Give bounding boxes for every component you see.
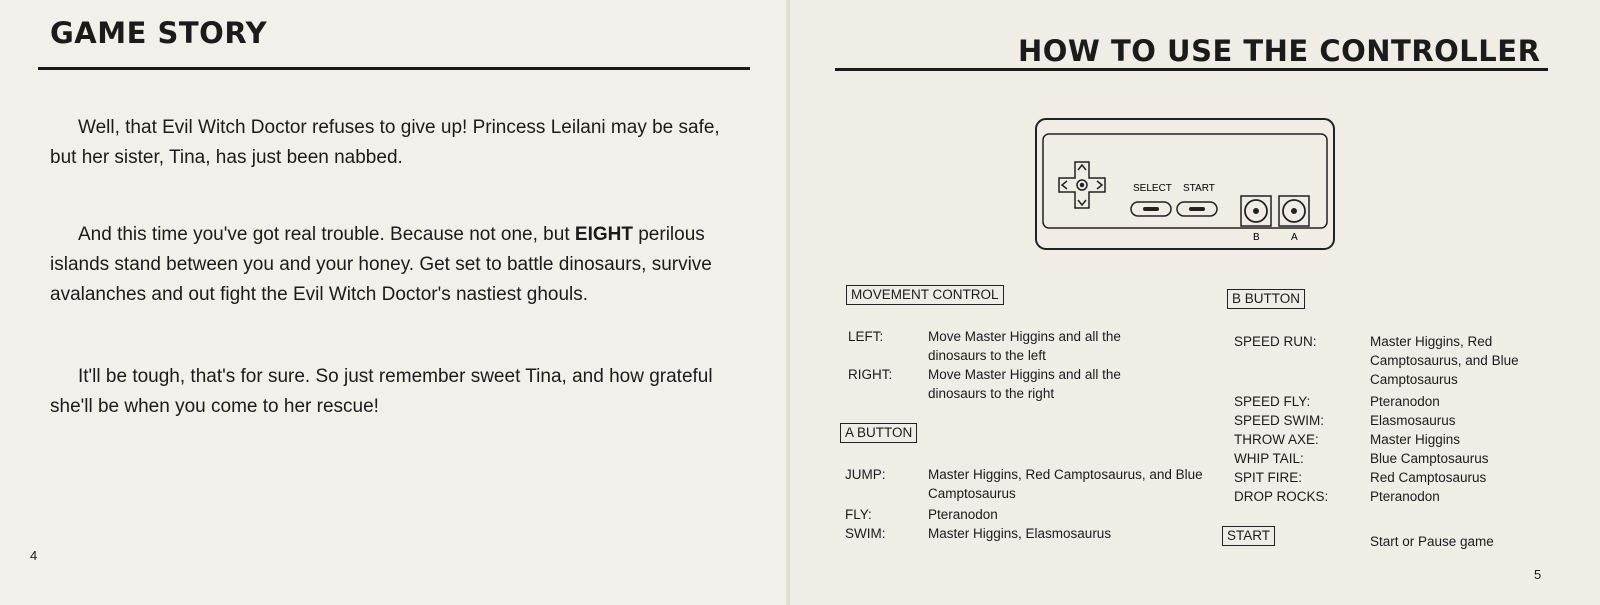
b-row-desc: Blue Camptosaurus xyxy=(1370,451,1489,466)
b-row-key: SPIT FIRE: xyxy=(1234,470,1303,485)
b-row-desc: Red Camptosaurus xyxy=(1370,470,1487,485)
story-paragraph-1 xyxy=(50,113,720,173)
start-label-box: START xyxy=(1222,526,1275,546)
controller-diagram xyxy=(1035,118,1335,250)
right-key: RIGHT: xyxy=(848,367,893,382)
b-row-key: WHIP TAIL: xyxy=(1234,451,1304,466)
story-paragraph-1-text: Well, that Evil Witch Doctor refuses to give up! Princess Leilani may be safe, but her sister, Tina, has just been nabbed. xyxy=(50,117,720,168)
jump-key: JUMP: xyxy=(845,467,886,482)
jump-desc: Master Higgins, Red Camptosaurus, and Blue Camptosaurus xyxy=(928,467,1203,501)
b-row-key: SPEED FLY: xyxy=(1234,394,1311,409)
start-label: START xyxy=(1183,183,1215,194)
left-desc: Move Master Higgins and all the dinosaurs to the left xyxy=(928,329,1121,363)
swim-key: SWIM: xyxy=(845,526,886,541)
speed-run-key: SPEED RUN: xyxy=(1234,334,1317,349)
story-paragraph-2-tail: perilous islands stand between you and your honey. Get set to battle dinosaurs, survive avalanches and out fight the Evil Witch Doctor's nastiest ghouls. xyxy=(50,224,712,305)
b-button-label: B BUTTON xyxy=(1227,289,1305,309)
b-button-rows xyxy=(1234,392,1564,506)
story-paragraph-3 xyxy=(50,362,720,422)
left-key: LEFT: xyxy=(848,329,884,344)
start-button-inner xyxy=(1189,207,1205,211)
b-button-dot xyxy=(1253,208,1259,214)
a-button-label: A BUTTON xyxy=(840,423,917,443)
b-row xyxy=(1234,449,1564,468)
right-page xyxy=(790,0,1600,605)
story-paragraph-3-text: It'll be tough, that's for sure. So just remember sweet Tina, and how grateful she'll be when you come to her rescue! xyxy=(50,366,713,417)
game-story-rule xyxy=(38,67,750,70)
b-row-desc: Pteranodon xyxy=(1370,394,1440,409)
controller-rule xyxy=(835,68,1548,71)
b-row xyxy=(1234,411,1564,430)
story-paragraph-2 xyxy=(50,220,720,310)
b-row xyxy=(1234,430,1564,449)
speed-run-desc: Master Higgins, Red Camptosaurus, and Blue Camptosaurus xyxy=(1370,334,1519,387)
left-page xyxy=(0,0,790,605)
start-desc: Start or Pause game xyxy=(1370,534,1494,549)
b-row xyxy=(1234,487,1564,506)
controller-heading: HOW TO USE THE CONTROLLER xyxy=(1018,34,1541,68)
story-paragraph-2-lead: And this time you've got real trouble. Because not one, but xyxy=(78,224,575,245)
movement-control-label: MOVEMENT CONTROL xyxy=(846,285,1004,305)
b-label: B xyxy=(1253,232,1260,243)
a-button-dot xyxy=(1291,208,1297,214)
b-row xyxy=(1234,392,1564,411)
b-row xyxy=(1234,468,1564,487)
right-desc: Move Master Higgins and all the dinosaurs to the right xyxy=(928,367,1121,401)
b-row-key: SPEED SWIM: xyxy=(1234,413,1325,428)
dpad-icon xyxy=(1059,162,1105,208)
b-row-key: DROP ROCKS: xyxy=(1234,489,1329,504)
game-story-heading: GAME STORY xyxy=(50,16,268,50)
fly-desc: Pteranodon xyxy=(928,507,998,522)
select-button-inner xyxy=(1143,207,1159,211)
fly-key: FLY: xyxy=(845,507,872,522)
story-paragraph-2-emphasis: EIGHT xyxy=(574,224,633,245)
select-label: SELECT xyxy=(1133,183,1172,194)
page-number-right: 5 xyxy=(1534,567,1542,582)
swim-desc: Master Higgins, Elasmosaurus xyxy=(928,526,1112,541)
b-row-desc: Elasmosaurus xyxy=(1370,413,1456,428)
b-row-key: THROW AXE: xyxy=(1234,432,1319,447)
a-label: A xyxy=(1291,232,1298,243)
b-row-desc: Master Higgins xyxy=(1370,432,1461,447)
page-number-left: 4 xyxy=(30,548,38,563)
b-row-desc: Pteranodon xyxy=(1370,489,1440,504)
